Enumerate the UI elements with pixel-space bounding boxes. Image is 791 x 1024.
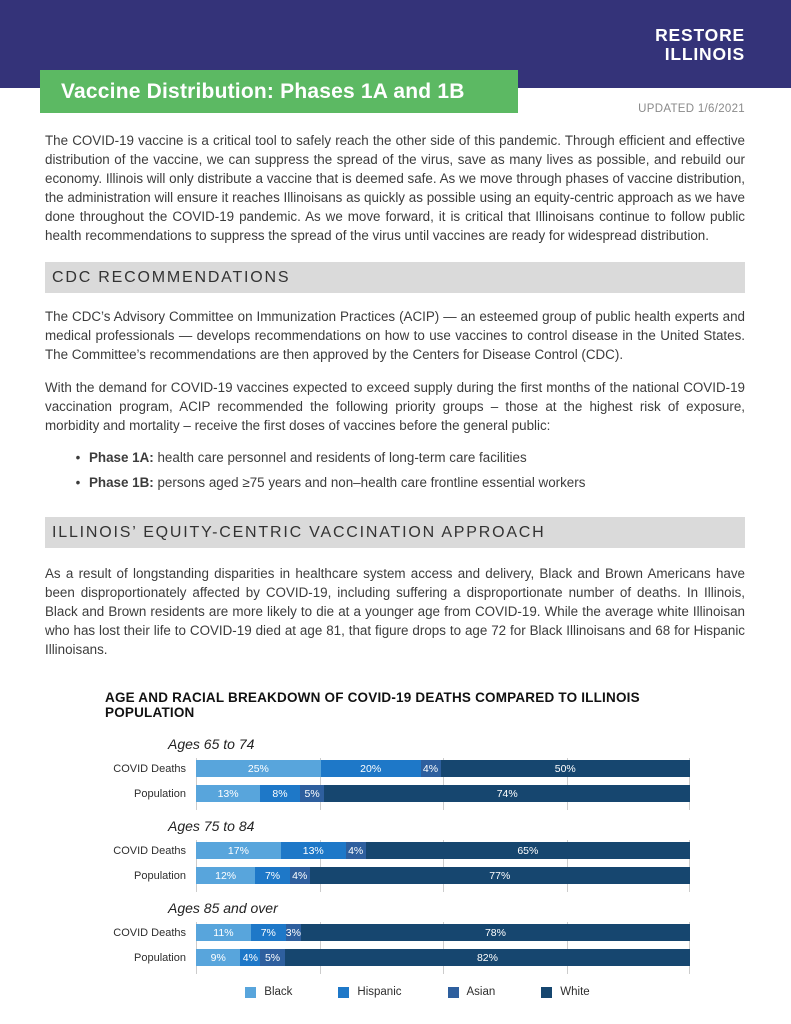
legend-item-asian <box>448 986 496 998</box>
chart-row-label: Population <box>134 951 186 964</box>
legend-swatch-icon <box>541 987 552 998</box>
cdc-paragraph-2: With the demand for COVID-19 vaccines expected to exceed supply during the first months of the national COVID-19 vaccination program, ACIP recommended the following priority groups – those at the highest risk of exposure, morbidity and mortality – receive the first doses of vaccines before the general public: <box>45 380 745 433</box>
stacked-bar <box>196 867 690 884</box>
chart-title: AGE AND RACIAL BREAKDOWN OF COVID-19 DEATHS COMPARED TO ILLINOIS POPULATION <box>105 690 640 720</box>
section-heading-cdc: CDC RECOMMENDATIONS <box>45 262 745 293</box>
phase-1a-label: Phase 1A: <box>89 450 158 465</box>
age-race-chart <box>45 690 690 998</box>
chart-group <box>45 900 690 966</box>
chart-bar-row <box>134 949 690 966</box>
chart-bar-row <box>134 867 690 884</box>
legend-item-hispanic <box>338 986 401 998</box>
legend-label: Hispanic <box>357 986 402 998</box>
chart-bar-row <box>113 924 690 941</box>
chart-row-label: COVID Deaths <box>113 844 186 857</box>
bar-segment-white: 65% <box>366 842 690 859</box>
chart-bar-row <box>134 785 690 802</box>
chart-row-label: Population <box>134 787 186 800</box>
phase-1b-label: Phase 1B: <box>89 475 158 490</box>
legend-label: White <box>560 986 590 998</box>
bar-segment-white: 50% <box>441 760 691 777</box>
bullet-text <box>89 448 527 467</box>
bar-segment-asian: 5% <box>260 949 285 966</box>
bar-segment-black: 11% <box>196 924 251 941</box>
chart-bar-row <box>113 842 690 859</box>
phase-bullet-list <box>45 448 745 492</box>
bar-segment-asian: 3% <box>286 924 301 941</box>
chart-group-plot <box>113 842 690 884</box>
chart-legend <box>145 986 690 998</box>
equity-paragraph: As a result of longstanding disparities in healthcare system access and delivery, Black and Brown Americans have been disproportionately affected by COVID-19, including suffering a disproportionate number of deaths. In Illinois, Black and Brown residents are more likely to die at a younger age from COVID-19. While the average white Illinoisan who has lost their life to COVID-19 died at age 81, that figure drops to age 72 for Black Illinoisans and 68 for Hispanic Illinoisans. <box>45 566 745 657</box>
chart-group <box>45 736 690 802</box>
chart-group-title: Ages 75 to 84 <box>168 818 255 834</box>
bar-segment-asian: 4% <box>346 842 366 859</box>
bar-segment-black: 9% <box>196 949 240 966</box>
legend-item-black <box>245 986 292 998</box>
bar-segment-white: 74% <box>324 785 690 802</box>
phase-1a-text: health care personnel and residents of long-term care facilities <box>157 450 527 465</box>
chart-group-plot <box>113 760 690 802</box>
bar-segment-black: 25% <box>196 760 321 777</box>
restore-illinois-logo <box>655 26 745 64</box>
bar-segment-asian: 4% <box>290 867 310 884</box>
bar-segment-black: 12% <box>196 867 255 884</box>
list-item-phase-1a <box>45 448 745 467</box>
list-item-phase-1b <box>45 473 745 492</box>
stacked-bar <box>196 924 690 941</box>
stacked-bar <box>196 760 690 777</box>
chart-group-title: Ages 85 and over <box>168 900 278 916</box>
bullet-text <box>89 473 585 492</box>
bar-segment-black: 13% <box>196 785 260 802</box>
legend-label: Black <box>264 986 293 998</box>
bar-segment-hispanic: 4% <box>240 949 260 966</box>
phase-1b-text: persons aged ≥75 years and non–health care frontline essential workers <box>157 475 586 490</box>
chart-row-label: COVID Deaths <box>113 762 186 775</box>
document-content <box>45 131 745 998</box>
bar-segment-white: 82% <box>285 949 690 966</box>
bar-segment-asian: 5% <box>300 785 325 802</box>
chart-row-label: COVID Deaths <box>113 926 186 939</box>
page-title: Vaccine Distribution: Phases 1A and 1B <box>61 79 465 103</box>
legend-swatch-icon <box>338 987 349 998</box>
page-title-banner <box>40 70 518 113</box>
bar-segment-white: 78% <box>301 924 690 941</box>
logo-line-2: ILLINOIS <box>664 44 745 64</box>
updated-date: UPDATED 1/6/2021 <box>638 103 745 115</box>
stacked-bar <box>196 842 690 859</box>
bullet-icon: • <box>75 475 81 490</box>
bar-segment-asian: 4% <box>421 760 441 777</box>
section-heading-equity: ILLINOIS’ EQUITY-CENTRIC VACCINATION APPROACH <box>45 517 745 548</box>
chart-group-title: Ages 65 to 74 <box>168 736 255 752</box>
bar-segment-hispanic: 20% <box>321 760 421 777</box>
bar-segment-hispanic: 7% <box>255 867 290 884</box>
legend-swatch-icon <box>245 987 256 998</box>
bar-segment-white: 77% <box>310 867 690 884</box>
chart-row-label: Population <box>134 869 186 882</box>
stacked-bar <box>196 785 690 802</box>
legend-item-white <box>541 986 589 998</box>
stacked-bar <box>196 949 690 966</box>
chart-bar-row <box>113 760 690 777</box>
logo-line-1: RESTORE <box>655 25 745 45</box>
intro-paragraph: The COVID-19 vaccine is a critical tool to safely reach the other side of this pandemic. Through efficient and effective distribution of the vaccine, we can suppress the spread of the virus, save as many lives as possible, and rebuild our economy. Illinois will only distribute a vaccine that is deemed safe. As we move through phases of vaccine distribution, the administration will ensure it reaches Illinoisans as quickly as possible using an equity-centric approach as we have done throughout the COVID-19 pandemic. As we move forward, it is critical that Illinoisans continue to follow public health recommendations to suppress the spread of the virus until vaccines are ready for widespread distribution. <box>45 133 745 243</box>
legend-label: Asian <box>466 986 496 998</box>
bullet-icon: • <box>75 450 81 465</box>
bar-segment-hispanic: 8% <box>260 785 300 802</box>
chart-group <box>45 818 690 884</box>
bar-segment-hispanic: 13% <box>281 842 346 859</box>
bar-segment-hispanic: 7% <box>251 924 286 941</box>
chart-group-plot <box>113 924 690 966</box>
legend-swatch-icon <box>448 987 459 998</box>
bar-segment-black: 17% <box>196 842 281 859</box>
cdc-paragraph-1: The CDC’s Advisory Committee on Immunization Practices (ACIP) — an esteemed group of public health experts and medical professionals — develops recommendations on how to use vaccines to control disease in the United States. The Committee’s recommendations are then approved by the Centers for Disease Control (CDC). <box>45 309 745 362</box>
